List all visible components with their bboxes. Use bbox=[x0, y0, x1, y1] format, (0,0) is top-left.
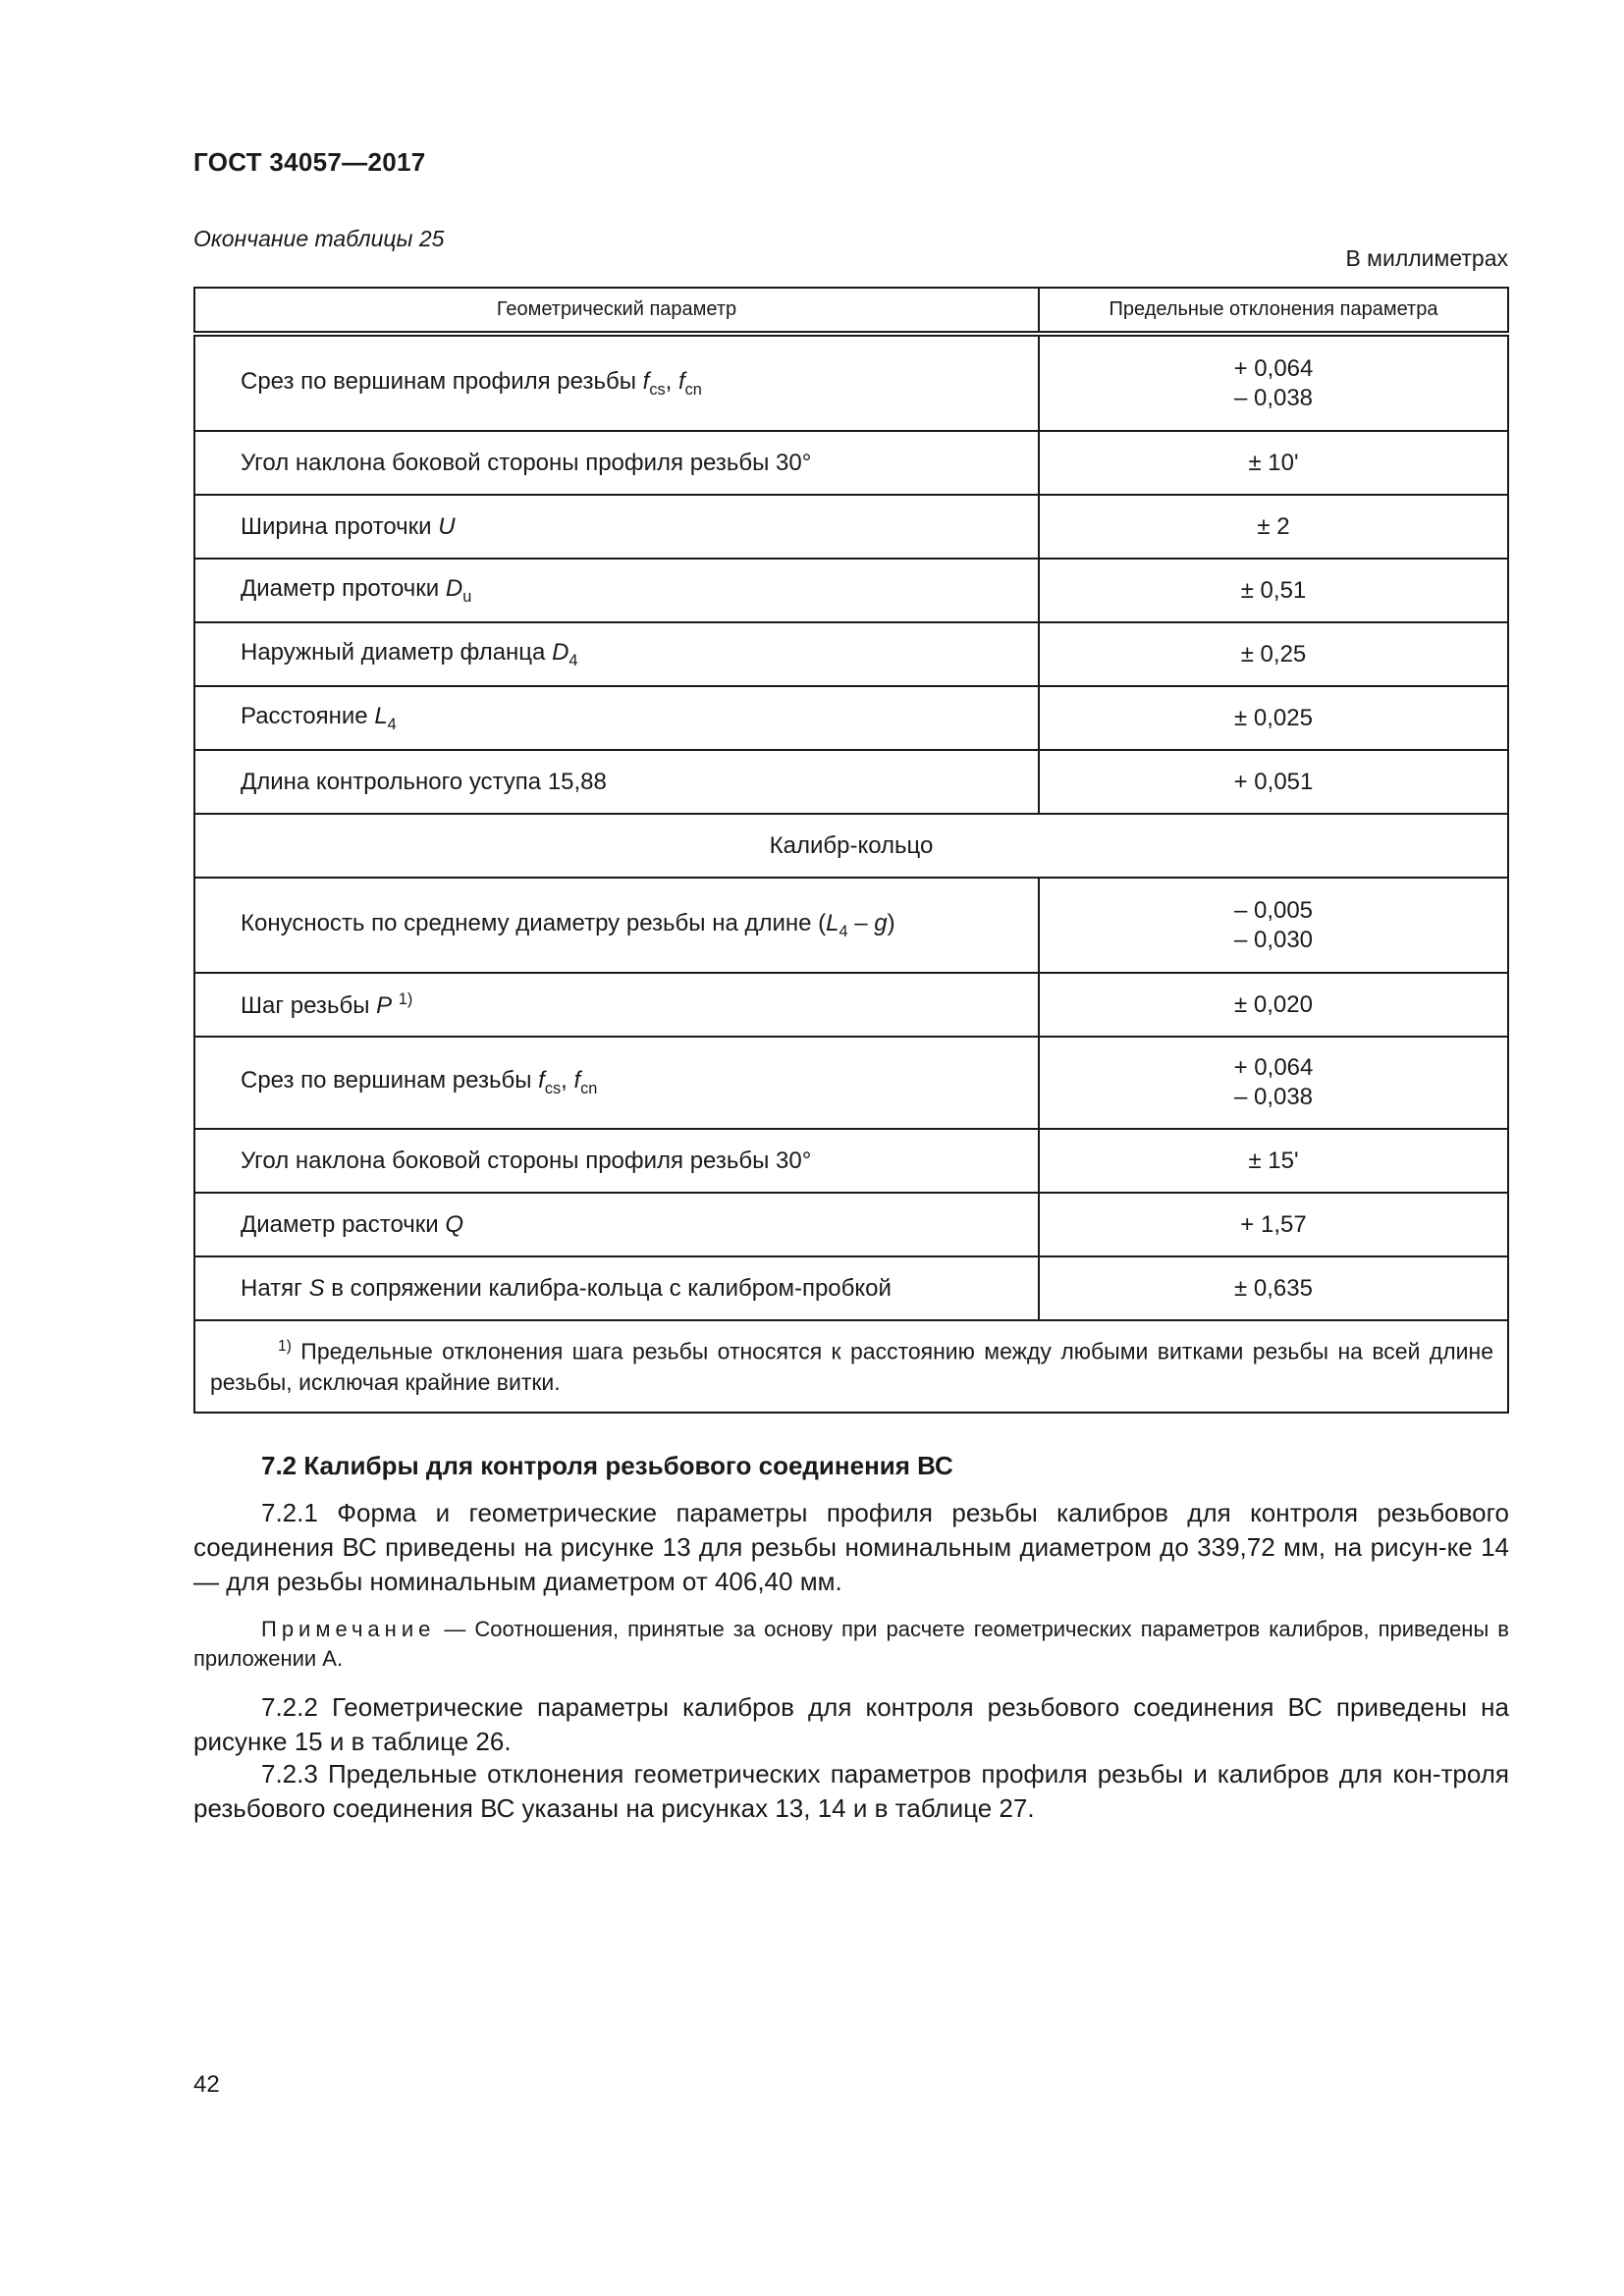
page-number: 42 bbox=[193, 2071, 220, 2098]
column-header-parameter: Геометрический параметр bbox=[194, 288, 1039, 334]
tolerance-table bbox=[193, 287, 1509, 1414]
parameter-cell: Угол наклона боковой стороны профиля резьбы 30° bbox=[194, 431, 1039, 495]
table-row bbox=[194, 1037, 1508, 1129]
deviation-cell: + 0,064 – 0,038 bbox=[1039, 334, 1508, 431]
table-row bbox=[194, 1193, 1508, 1256]
deviation-cell: ± 2 bbox=[1039, 495, 1508, 559]
table-units: В миллиметрах bbox=[1345, 245, 1508, 271]
table-footnote: $^{1)}$ Предельные отклонения шага резьбы относятся к расстоянию между любыми витками резьбы на всей длине резьбы, исключая крайние витки. bbox=[194, 1320, 1508, 1413]
table-row bbox=[194, 1129, 1508, 1193]
table-row bbox=[194, 431, 1508, 495]
table-caption: Окончание таблицы 25 bbox=[193, 226, 445, 251]
deviation-cell: + 0,064 – 0,038 bbox=[1039, 1037, 1508, 1129]
parameter-cell: Расстояние $L_4$ bbox=[194, 686, 1039, 750]
table-header-row bbox=[194, 288, 1508, 334]
paragraph-7-2-2: 7.2.2 Геометрические параметры калибров для контроля резьбового соединения ВС приведены на рисунке 15 и в таблице 26. bbox=[193, 1692, 1509, 1756]
section-label-ring-gauge: Калибр-кольцо bbox=[194, 814, 1508, 878]
parameter-cell: Угол наклона боковой стороны профиля резьбы 30° bbox=[194, 1129, 1039, 1193]
deviation-cell: – 0,005 – 0,030 bbox=[1039, 878, 1508, 973]
table-row bbox=[194, 686, 1508, 750]
table-row bbox=[194, 750, 1508, 814]
column-header-deviation: Предельные отклонения параметра bbox=[1039, 288, 1508, 334]
parameter-cell: Наружный диаметр фланца $D_4$ bbox=[194, 622, 1039, 686]
parameter-cell: Шаг резьбы P $^{1)}$ bbox=[194, 973, 1039, 1037]
deviation-cell: ± 0,020 bbox=[1039, 973, 1508, 1037]
table-row bbox=[194, 878, 1508, 973]
table-row bbox=[194, 334, 1508, 431]
table-footnote-row bbox=[194, 1320, 1508, 1413]
parameter-cell: Срез по вершинам резьбы $f_{cs}$, $f_{cn}$ bbox=[194, 1037, 1039, 1129]
parameter-cell: Диаметр расточки Q bbox=[194, 1193, 1039, 1256]
note: Примечание — Соотношения, принятые за основу при расчете геометрических параметров калибров, приведены в приложении А. bbox=[193, 1617, 1509, 1671]
deviation-cell: ± 0,25 bbox=[1039, 622, 1508, 686]
paragraph-7-2-3: 7.2.3 Предельные отклонения геометрических параметров профиля резьбы и калибров для кон-троля резьбового соединения ВС указаны на рисунках 13, 14 и в таблице 27. bbox=[193, 1759, 1509, 1823]
deviation-cell: ± 0,51 bbox=[1039, 559, 1508, 622]
parameter-cell: Ширина проточки U bbox=[194, 495, 1039, 559]
paragraph-7-2-1: 7.2.1 Форма и геометрические параметры профиля резьбы калибров для контроля резьбового соединения ВС приведены на рисунке 13 для резьбы номинальным диаметром до 339,72 мм, на рисун-ке 14 — для резьбы номинальным диаметром от 406,40 мм. bbox=[193, 1498, 1509, 1596]
table-row bbox=[194, 559, 1508, 622]
table-row bbox=[194, 495, 1508, 559]
deviation-cell: + 1,57 bbox=[1039, 1193, 1508, 1256]
parameter-cell: Срез по вершинам профиля резьбы $f_{cs}$, $f_{cn}$ bbox=[194, 334, 1039, 431]
table-row bbox=[194, 1256, 1508, 1320]
deviation-cell: ± 15' bbox=[1039, 1129, 1508, 1193]
deviation-cell: + 0,051 bbox=[1039, 750, 1508, 814]
parameter-cell: Конусность по среднему диаметру резьбы на длине $(L_4 - g)$ bbox=[194, 878, 1039, 973]
parameter-cell: Натяг S в сопряжении калибра-кольца с калибром-пробкой bbox=[194, 1256, 1039, 1320]
table-row bbox=[194, 622, 1508, 686]
deviation-cell: ± 10' bbox=[1039, 431, 1508, 495]
deviation-cell: ± 0,025 bbox=[1039, 686, 1508, 750]
deviation-cell: ± 0,635 bbox=[1039, 1256, 1508, 1320]
parameter-cell: Длина контрольного уступа 15,88 bbox=[194, 750, 1039, 814]
parameter-cell: Диаметр проточки $D_u$ bbox=[194, 559, 1039, 622]
section-heading: 7.2 Калибры для контроля резьбового соединения ВС bbox=[261, 1451, 953, 1480]
table-section-row bbox=[194, 814, 1508, 878]
document-header: ГОСТ 34057—2017 bbox=[193, 147, 426, 177]
table-row bbox=[194, 973, 1508, 1037]
